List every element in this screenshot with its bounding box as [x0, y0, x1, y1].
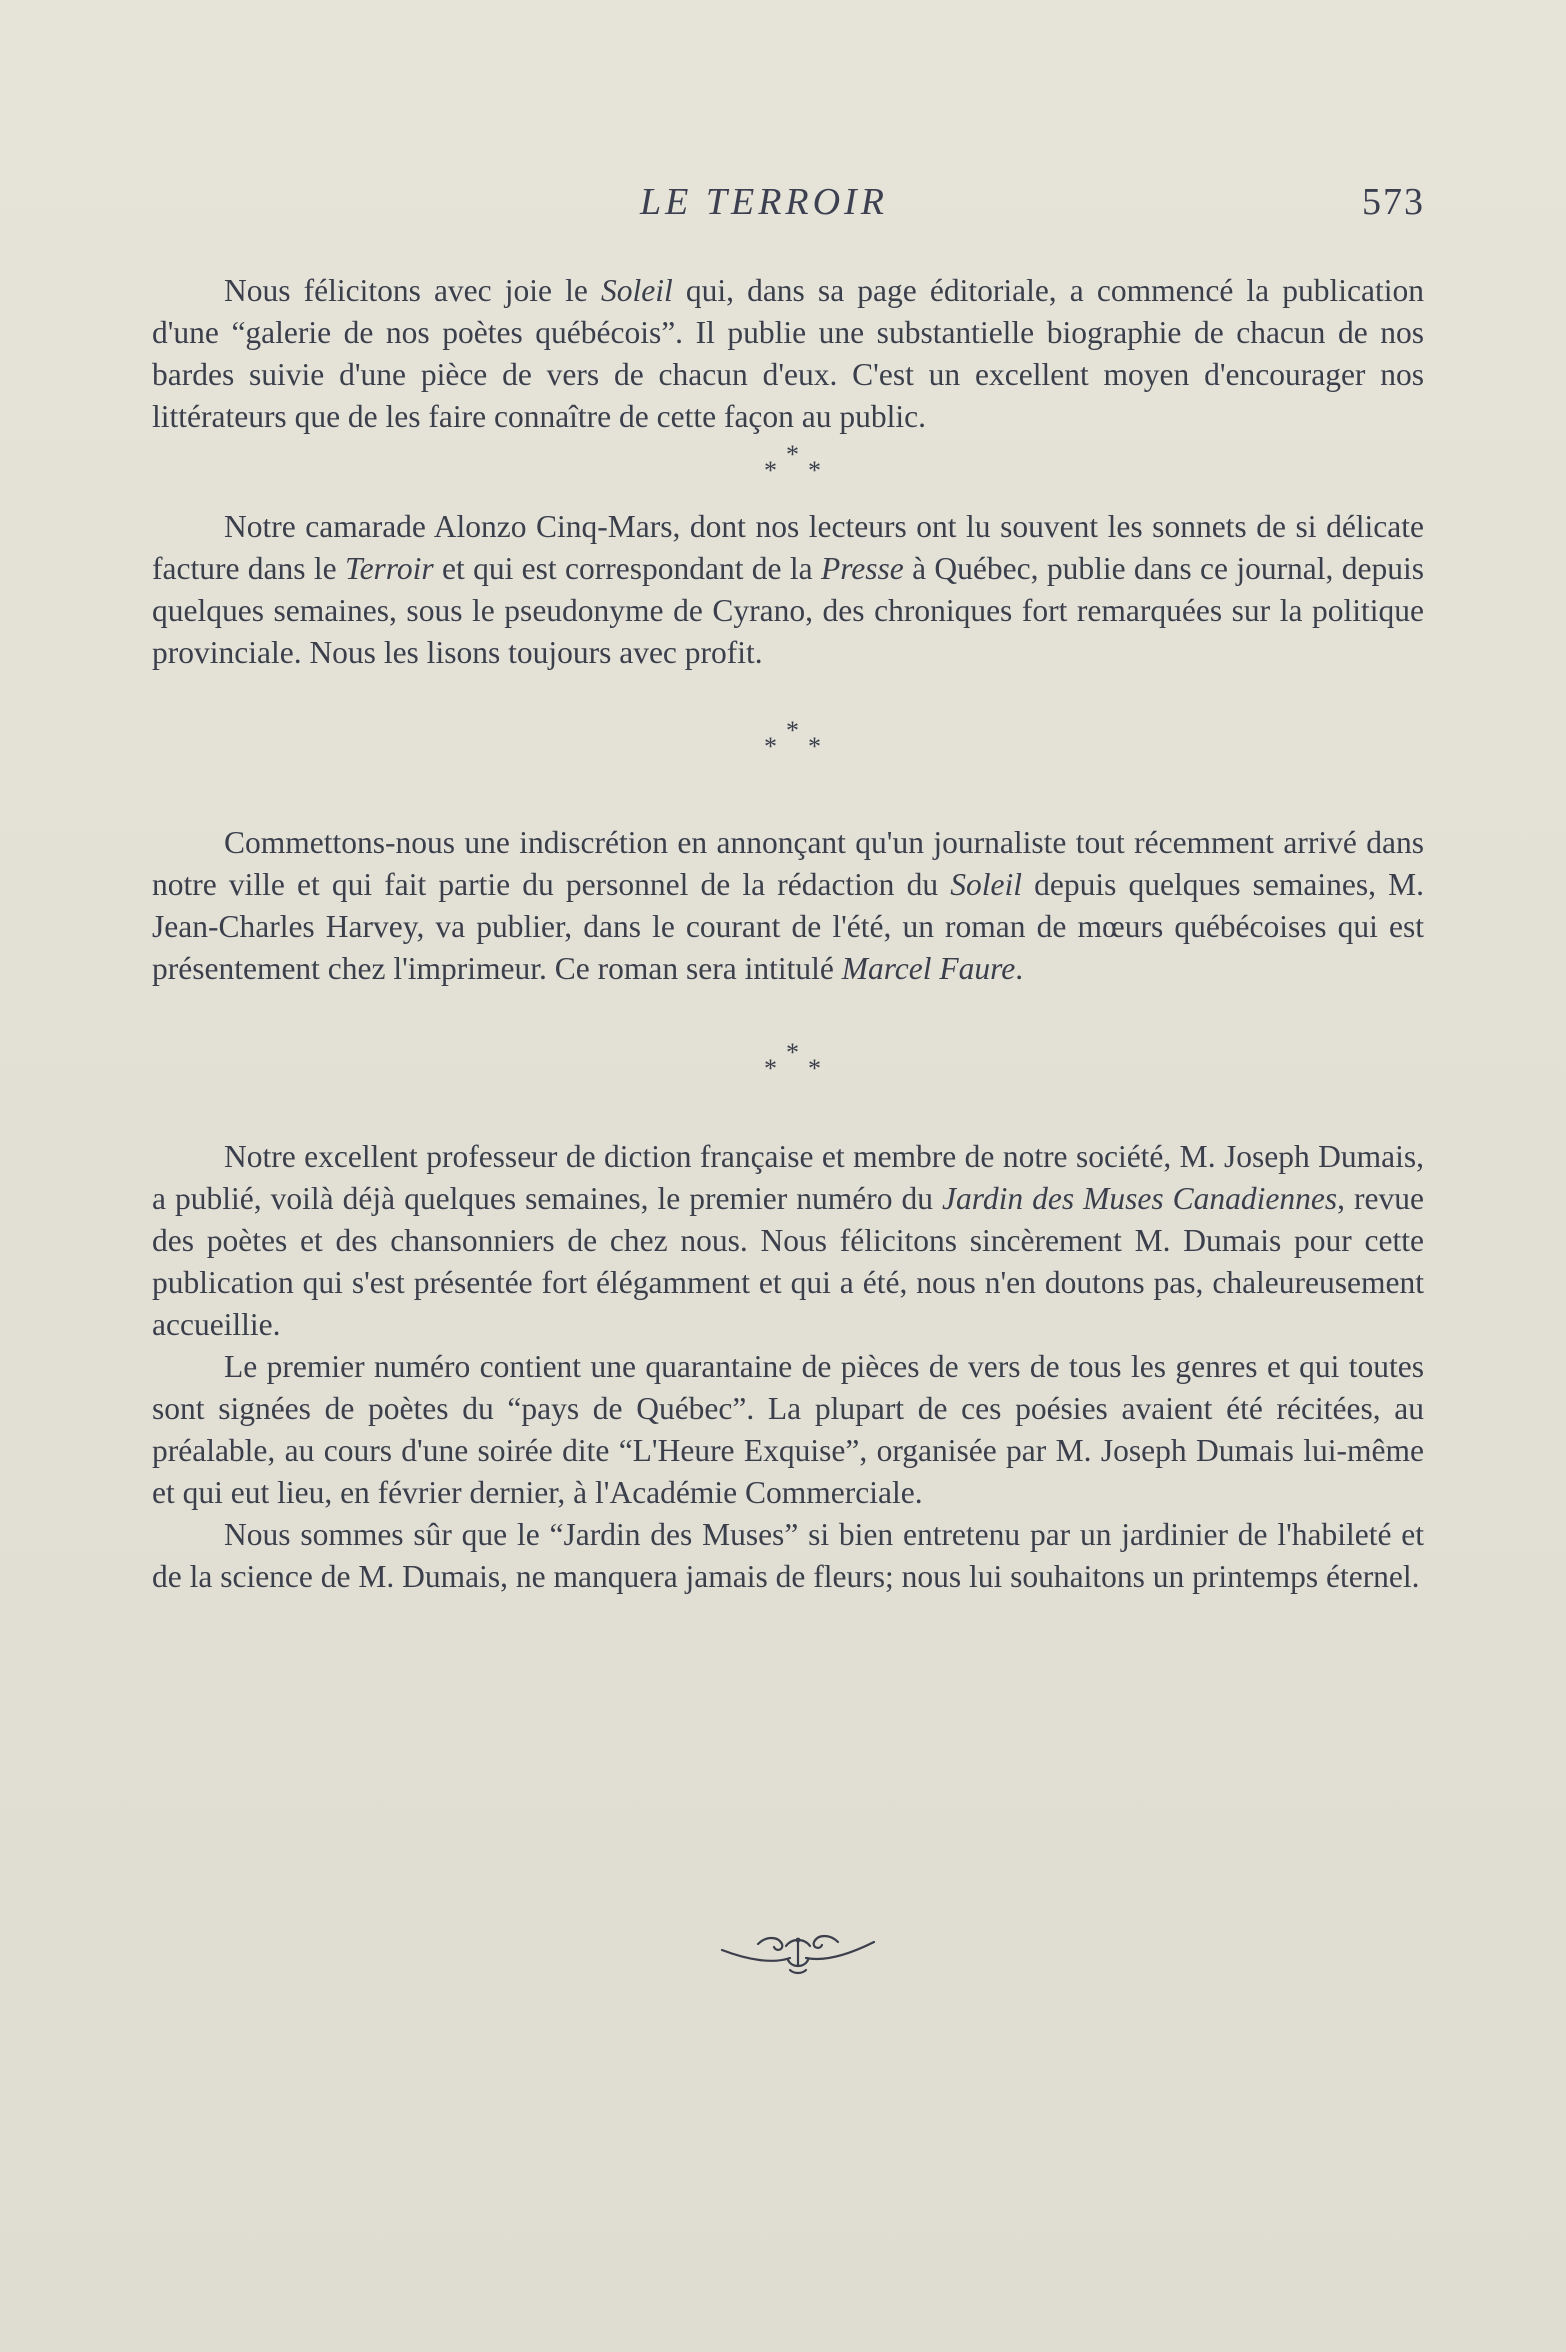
paragraph-soleil-galerie [152, 270, 1424, 438]
body-text [152, 270, 1424, 1598]
paragraph-text: Nous félicitons avec joie le [224, 273, 601, 308]
paragraph-harvey [152, 822, 1424, 990]
paragraph-cinq-mars [152, 506, 1424, 674]
italic-title: Jardin des Muses Canadiennes [942, 1181, 1338, 1216]
paragraph-text: à Québec, publie dans ce journal, depuis quelques semaines, sous le pseudonyme de Cyrano, des chroniques fort remarquées sur la politique provinciale. Nous les lisons toujours avec profit. [152, 551, 1425, 670]
italic-title: Marcel Faure [841, 951, 1016, 986]
section-separator: * * * [764, 440, 821, 485]
paragraph-text: et qui est correspondant de la [433, 551, 821, 586]
paragraph-text: Commettons-nous une indiscrétion en annonçant qu'un journaliste tout récemment arrivé dans notre ville et qui fait partie du personnel de la rédaction du [152, 825, 1424, 902]
paragraph-text: depuis quelques semaines, M. Jean-Charles Harvey, va publier, dans le courant de l'été, un roman de mœurs québécoises qui est présentement chez l'imprimeur. Ce roman sera intitulé [152, 867, 1424, 986]
italic-title: Soleil [950, 867, 1022, 902]
paragraph-text: , revue des poètes et des chansonniers de chez nous. Nous félicitons sincèrement M. Dumais pour cette publication qui s'est présentée fort élégamment et qui a été, nous n'en doutons pas, chaleureusement accueillie. [152, 1181, 1424, 1342]
page-header [150, 180, 1425, 240]
paragraph-text: . [1015, 951, 1024, 986]
italic-title: Presse [820, 551, 904, 586]
paragraph-text: Notre excellent professeur de diction française et membre de notre société, M. Joseph Dumais, a publié, voilà déjà quelques semaines, le premier numéro du [152, 1139, 1424, 1216]
running-title: LE TERROIR [640, 181, 888, 223]
paragraph-premier-numero: Le premier numéro contient une quarantaine de pièces de vers de tous les genres et qui toutes sont signées de poètes du “pays de Québec”. La plupart de ces poésies avaient été récitées, au préalable, au cours d'une soirée dite “L'Heure Exquise”, organisée par M. Joseph Dumais lui-même et qui eut lieu, en février dernier, à l'Académie Commerciale. [152, 1349, 1424, 1510]
paragraph-text: qui, dans sa page éditoriale, a commencé la publication d'une “galerie de nos poètes québécois”. Il publie une substantielle biographie de chacun de nos bardes suivie d'une pièce de vers de chacun d'eux. C'est un excellent moyen d'encourager nos littérateurs que de les faire connaître de cette façon au public. [152, 273, 1424, 434]
page-number: 573 [1362, 181, 1425, 223]
italic-title: Soleil [600, 273, 673, 308]
tailpiece-ornament-icon [718, 1920, 878, 1990]
paragraph-jardin-des-muses: Nous sommes sûr que le “Jardin des Muses” si bien entretenu par un jardinier de l'habileté et de la science de M. Dumais, ne manquera jamais de fleurs; nous lui souhaitons un printemps éternel. [152, 1517, 1424, 1594]
paragraph-dumais [152, 1136, 1424, 1346]
section-separator: * * * [764, 1038, 821, 1083]
paragraph-text: Notre camarade Alonzo Cinq-Mars, dont nos lecteurs ont lu souvent les sonnets de si délicate facture dans le [152, 509, 1424, 586]
section-separator: * * * [764, 716, 821, 761]
italic-title: Terroir [344, 551, 434, 586]
